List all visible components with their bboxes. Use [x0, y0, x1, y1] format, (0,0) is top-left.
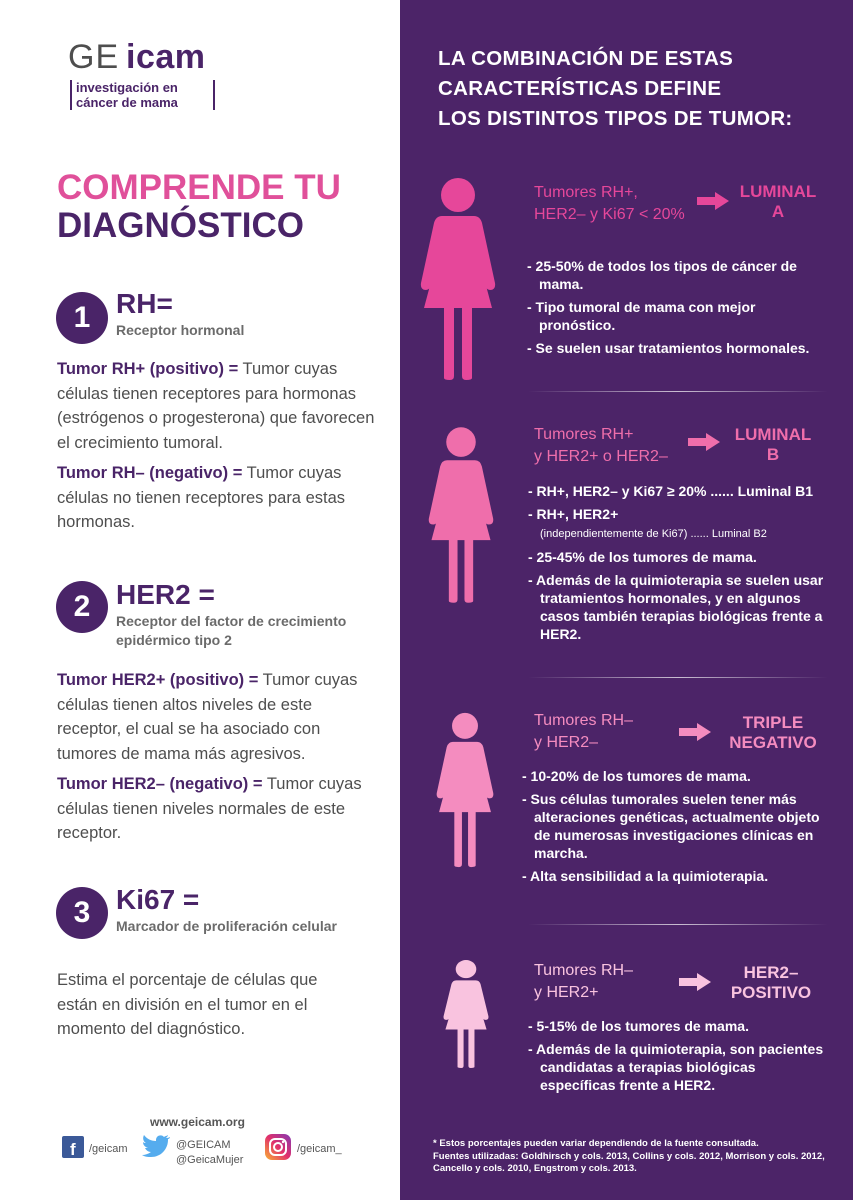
woman-figure-icon-luminal-b	[428, 426, 494, 604]
arrow-right-icon	[697, 192, 729, 210]
right-title	[438, 44, 793, 134]
page-title-line2: DIAGNÓSTICO	[57, 206, 304, 245]
triple-negativo-condition-line2: y HER2–	[534, 734, 599, 751]
section-1-para-1	[57, 357, 377, 455]
triple-negativo-type-line1: TRIPLE	[742, 713, 804, 732]
luminal-b-type-line1: LUMINAL	[734, 425, 812, 444]
footnote-1: * Estos porcentajes pueden variar dependiendo de la fuente consultada.	[433, 1138, 759, 1149]
facebook-icon[interactable]	[62, 1136, 84, 1158]
section-1-subtitle: Receptor hormonal	[116, 322, 245, 338]
right-title-line2: CARACTERÍSTICAS DEFINE	[438, 77, 722, 100]
luminal-b-type	[723, 425, 823, 465]
logo-bar-left	[70, 80, 72, 110]
luminal-b-condition-line1: Tumores RH+	[534, 426, 634, 443]
her2-positivo-bullets	[528, 1017, 828, 1099]
left-panel	[0, 0, 400, 1200]
woman-figure-icon-luminal-a	[420, 178, 496, 380]
twitter-handle-1[interactable]: @GEICAM	[176, 1139, 231, 1151]
arrow-right-icon	[679, 973, 711, 991]
triple-negativo-type	[718, 713, 828, 753]
section-3-number: 3	[56, 887, 108, 939]
section-1-para-2-def: Tumor cuyas células no tienen receptores para estas hormonas.	[57, 464, 346, 531]
instagram-icon[interactable]	[265, 1134, 291, 1160]
woman-figure-icon-triple-negativo	[436, 712, 494, 868]
logo-icam-text: icam	[126, 38, 206, 76]
geicam-logo	[68, 38, 228, 113]
luminal-b-condition-line2: y HER2+ o HER2–	[534, 448, 668, 465]
list-item: - Además de la quimioterapia, son pacientes candidatas a terapias biológicas específicas frente a HER2.	[528, 1041, 824, 1093]
logo-tagline-1: investigación en	[76, 80, 178, 95]
luminal-b-type-line2: B	[766, 445, 780, 464]
her2-positivo-condition-line1: Tumores RH–	[534, 962, 633, 979]
her2-positivo-condition	[534, 960, 633, 1004]
section-1-para-1-term: Tumor RH+ (positivo) =	[57, 360, 239, 378]
triple-negativo-bullets	[522, 767, 822, 890]
twitter-handle-2[interactable]: @GeicaMujer	[176, 1154, 244, 1166]
woman-figure-icon-her2-positivo	[443, 960, 489, 1068]
facebook-handle[interactable]: /geicam	[89, 1143, 128, 1155]
logo-ge-text: GE	[68, 38, 120, 76]
luminal-a-condition-line2: HER2– y Ki67 < 20%	[534, 206, 685, 223]
section-1-heading: RH=	[116, 288, 173, 319]
luminal-b-bullets	[528, 482, 833, 648]
section-3-para-1: Estima el porcentaje de células que están en división en el tumor en el momento del diagnóstico.	[57, 971, 318, 1038]
her2-positivo-type-line1: HER2–	[743, 963, 799, 982]
section-1-para-2	[57, 461, 377, 535]
logo-bar-right	[213, 80, 215, 110]
list-item: - 25-50% de todos los tipos de cáncer de mama.	[527, 258, 797, 292]
luminal-a-type	[728, 182, 828, 222]
arrow-right-icon	[688, 433, 720, 451]
list-item: - 10-20% de los tumores de mama.	[522, 768, 751, 784]
section-2-para-1	[57, 668, 377, 766]
section-2-para-2	[57, 772, 377, 846]
svg-text:f: f	[70, 1140, 76, 1158]
right-panel	[400, 0, 853, 1200]
section-1-para-1-def: Tumor cuyas células tienen receptores para hormonas (estrógenos o progesterona) que favorecen el crecimiento tumoral.	[57, 360, 375, 452]
section-2-para-1-def: Tumor cuyas células tienen altos niveles de este receptor, el cual se ha asociado con tumores de mama más agresivos.	[57, 671, 358, 763]
section-2-subtitle: Receptor del factor de crecimiento epidérmico tipo 2	[116, 613, 347, 648]
page-title-line1: COMPRENDE TU	[57, 168, 341, 207]
luminal-a-type-line2: A	[771, 202, 785, 221]
luminal-a-condition	[534, 182, 685, 226]
list-item: - Alta sensibilidad a la quimioterapia.	[522, 868, 769, 884]
right-title-line1: LA COMBINACIÓN DE ESTAS	[438, 47, 734, 70]
triple-negativo-condition-line1: Tumores RH–	[534, 712, 633, 729]
twitter-icon[interactable]	[142, 1134, 172, 1158]
divider	[528, 391, 828, 392]
luminal-a-condition-line1: Tumores RH+,	[534, 184, 638, 201]
section-3-subtitle: Marcador de proliferación celular	[116, 918, 337, 934]
her2-positivo-type	[716, 963, 826, 1003]
list-item: - RH+, HER2– y Ki67 ≥ 20% ...... Luminal B1	[528, 483, 814, 499]
section-2-para-2-term: Tumor HER2– (negativo) =	[57, 775, 263, 793]
instagram-handle[interactable]: /geicam_	[297, 1143, 342, 1155]
section-2-para-1-term: Tumor HER2+ (positivo) =	[57, 671, 259, 689]
section-1-number: 1	[56, 292, 108, 344]
list-item: - 25-45% de los tumores de mama.	[528, 549, 757, 565]
section-2-para-2-def: Tumor cuyas células tienen niveles normales de este receptor.	[57, 775, 362, 842]
section-2-heading: HER2 =	[116, 579, 215, 610]
website-link[interactable]: www.geicam.org	[150, 1115, 245, 1129]
footnote-2: Fuentes utilizadas: Goldhirsch y cols. 2013, Collins y cols. 2012, Morrison y cols. 2012, Cancello y cols. 2010, Engstrom y cols. 2013.	[433, 1150, 825, 1174]
logo-tagline-2: cáncer de mama	[76, 95, 178, 110]
list-item: - RH+, HER2+	[528, 506, 619, 522]
her2-positivo-type-line2: POSITIVO	[730, 983, 812, 1002]
arrow-right-icon	[679, 723, 711, 741]
list-item: - 5-15% de los tumores de mama.	[528, 1018, 749, 1034]
right-title-line3: LOS DISTINTOS TIPOS DE TUMOR:	[438, 107, 793, 130]
luminal-b2-note: (independientemente de Ki67) ...... Luminal B2	[540, 528, 767, 540]
triple-negativo-type-line2: NEGATIVO	[729, 733, 817, 752]
luminal-b-condition	[534, 424, 668, 468]
section-2-number: 2	[56, 581, 108, 633]
triple-negativo-condition	[534, 710, 633, 754]
list-item	[528, 523, 833, 543]
twitter-handles[interactable]	[176, 1138, 243, 1168]
divider	[528, 924, 828, 925]
list-item: - Sus células tumorales suelen tener más alteraciones genéticas, actualmente objeto de numerosas investigaciones clínicas en marcha.	[522, 791, 820, 861]
luminal-a-bullets	[527, 257, 827, 362]
list-item: - Además de la quimioterapia se suelen usar tratamientos hormonales, y en algunos casos también terapias biológicas frente a HER2.	[528, 572, 824, 642]
list-item: - Tipo tumoral de mama con mejor pronóstico.	[527, 299, 756, 333]
divider	[528, 677, 828, 678]
luminal-a-type-line1: LUMINAL	[739, 182, 817, 201]
list-item: - Se suelen usar tratamientos hormonales.	[527, 340, 810, 356]
section-1-para-2-term: Tumor RH– (negativo) =	[57, 464, 243, 482]
section-3-heading: Ki67 =	[116, 884, 200, 915]
footnotes	[433, 1138, 843, 1176]
her2-positivo-condition-line2: y HER2+	[534, 984, 599, 1001]
